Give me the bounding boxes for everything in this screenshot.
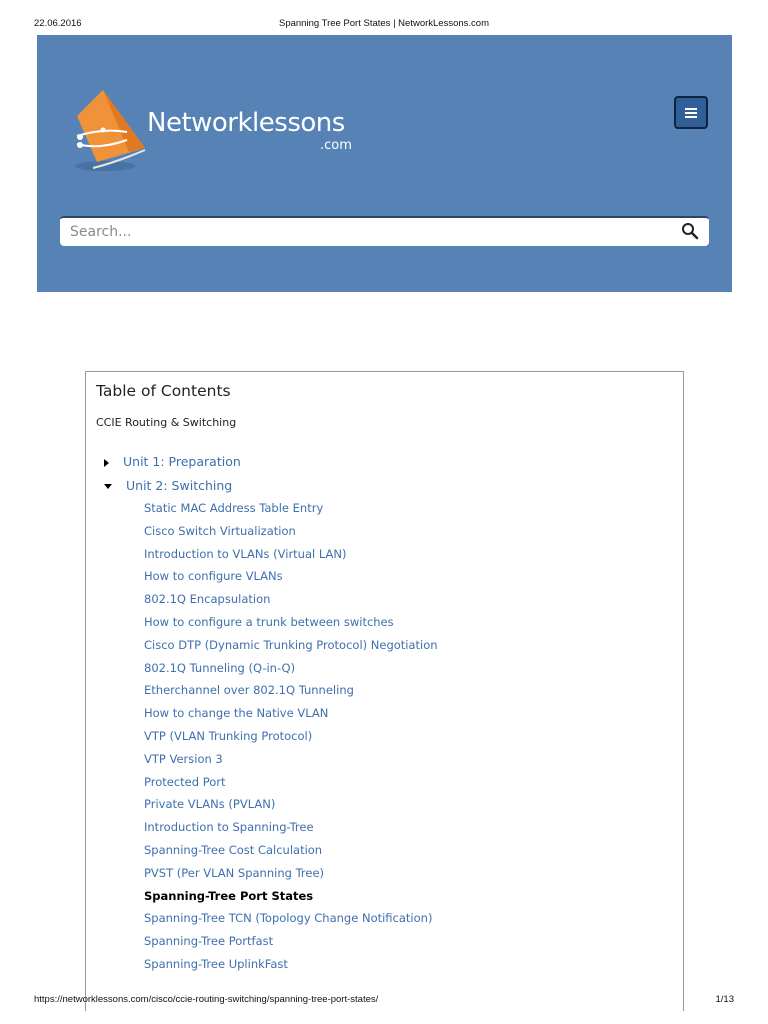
search-bar	[60, 216, 709, 246]
page-url: https://networklessons.com/cisco/ccie-routing-switching/spanning-tree-port-states/	[34, 994, 379, 1005]
unit-label: Unit 2: Switching	[126, 478, 233, 493]
lesson-link[interactable]: Spanning-Tree Portfast	[144, 934, 274, 949]
current-lesson: Spanning-Tree Port States	[144, 888, 314, 903]
lesson-link[interactable]: VTP Version 3	[144, 751, 223, 766]
hamburger-menu-icon	[685, 108, 697, 118]
lesson-link[interactable]: How to configure VLANs	[144, 569, 283, 584]
menu-button[interactable]	[674, 96, 708, 129]
search-icon[interactable]	[681, 222, 699, 240]
toc-title: Table of Contents	[96, 382, 231, 400]
lesson-link[interactable]: Protected Port	[144, 774, 226, 789]
toc-unit-preparation[interactable]	[104, 454, 241, 469]
lesson-link[interactable]: How to change the Native VLAN	[144, 706, 329, 721]
lesson-link[interactable]: 802.1Q Tunneling (Q-in-Q)	[144, 660, 296, 675]
lesson-link[interactable]: How to configure a trunk between switches	[144, 614, 394, 629]
lesson-link[interactable]: Private VLANs (PVLAN)	[144, 797, 276, 812]
lesson-link[interactable]: Static MAC Address Table Entry	[144, 501, 324, 515]
lesson-link[interactable]: Cisco Switch Virtualization	[144, 523, 296, 538]
lesson-link[interactable]: Cisco DTP (Dynamic Trunking Protocol) Negotiation	[144, 637, 438, 652]
page-number: 1/13	[715, 994, 734, 1005]
lesson-link[interactable]: Spanning-Tree TCN (Topology Change Notification)	[144, 911, 433, 926]
site-header	[37, 35, 732, 292]
print-date: 22.06.2016	[34, 18, 82, 29]
lesson-link[interactable]: Spanning-Tree UplinkFast	[144, 956, 288, 971]
lesson-link[interactable]: Introduction to VLANs (Virtual LAN)	[144, 546, 347, 561]
lesson-link[interactable]: VTP (VLAN Trunking Protocol)	[144, 728, 313, 743]
toc-unit-switching[interactable]	[104, 478, 232, 493]
unit-label: Unit 1: Preparation	[123, 454, 241, 469]
print-page-title: Spanning Tree Port States | NetworkLessons.com	[279, 18, 489, 29]
toc-course-title: CCIE Routing & Switching	[96, 416, 237, 429]
logo-text: Networklessons	[147, 108, 345, 138]
search-input[interactable]	[70, 220, 660, 244]
collapse-arrow-icon	[104, 484, 112, 489]
print-header	[0, 0, 768, 34]
lesson-link[interactable]: 802.1Q Encapsulation	[144, 592, 271, 607]
lesson-link[interactable]: Introduction to Spanning-Tree	[144, 820, 314, 835]
networklessons-logo-icon	[69, 88, 149, 178]
expand-arrow-icon	[104, 459, 109, 467]
lesson-link[interactable]: Spanning-Tree Cost Calculation	[144, 842, 323, 857]
site-logo[interactable]	[69, 88, 359, 178]
lesson-list	[144, 500, 438, 979]
print-footer	[0, 992, 768, 1024]
table-of-contents	[85, 371, 684, 1011]
lesson-link[interactable]: PVST (Per VLAN Spanning Tree)	[144, 865, 325, 880]
logo-sub: .com	[320, 138, 352, 153]
lesson-link[interactable]: Etherchannel over 802.1Q Tunneling	[144, 683, 354, 698]
